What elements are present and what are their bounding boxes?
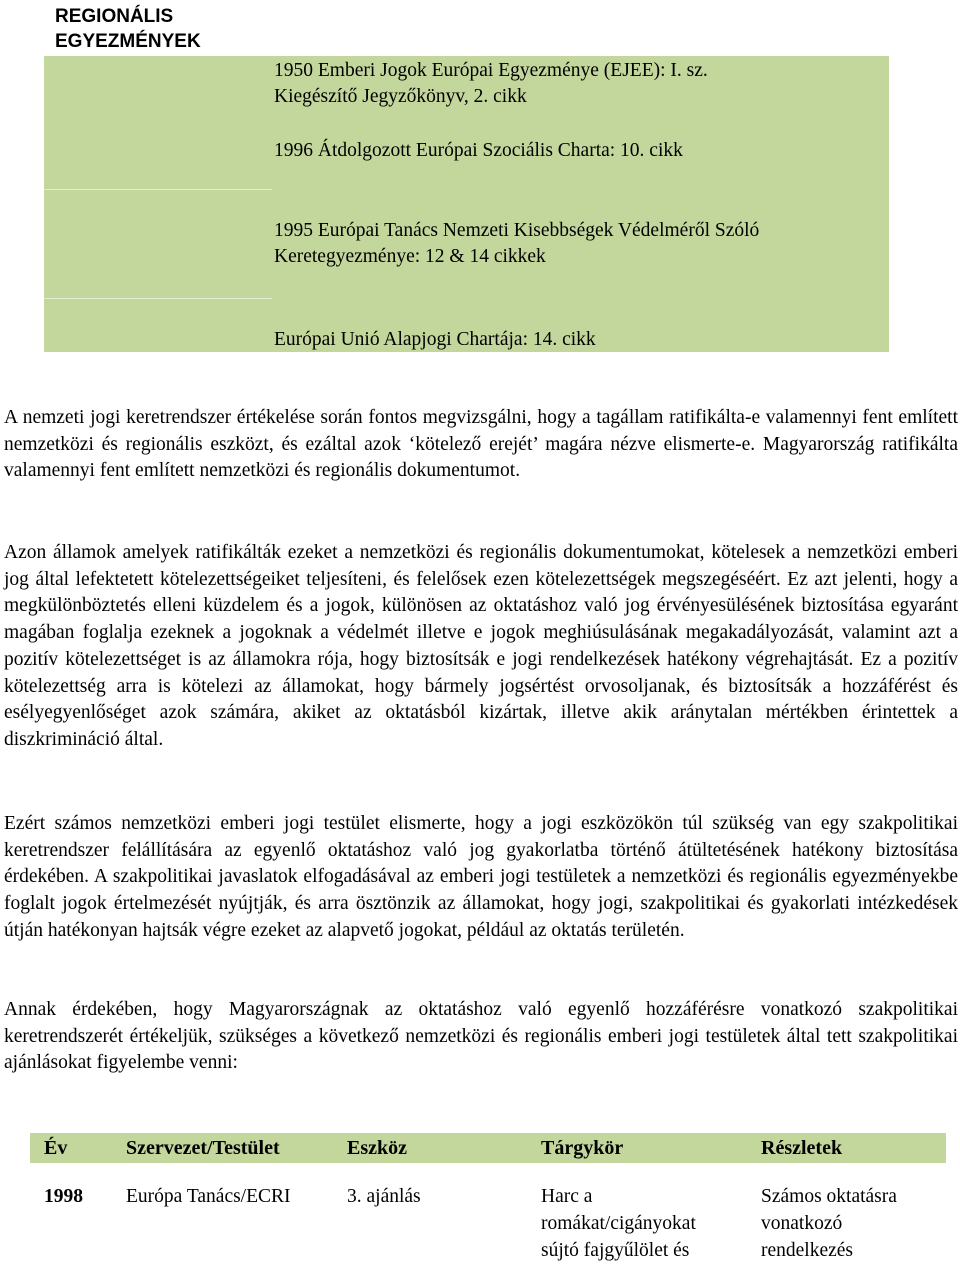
treaty-item-social-charter [274,138,683,164]
divider [44,189,272,190]
treaty-line: 1996 Átdolgozott Európai Szociális Charta: 10. cikk [274,140,683,161]
header-organization: Szervezet/Testület [126,1136,280,1159]
treaty-item-minorities-convention [274,218,759,270]
treaty-line: Európai Unió Alapjogi Chartája: 14. cikk [274,329,596,350]
treaty-line: Keretegyezménye: 12 & 14 cikkek [274,246,546,267]
regional-treaties-box [44,56,889,352]
paragraph-recommendations-intro: Annak érdekében, hogy Magyarországnak az oktatáshoz való egyenlő hozzáférésre vonatkozó szakpolitikai keretrendszerét értékeljük, szükséges a következő nemzetközi és regionális emberi jogi testületek által tett szakpolitikai ajánlásokat figyelembe venni: [4,999,958,1074]
cell-topic [541,1183,761,1264]
section-heading-line-2: EGYEZMÉNYEK [55,31,201,52]
cell-instrument: 3. ajánlás [347,1186,421,1207]
section-heading-line-1: REGIONÁLIS [55,6,174,27]
treaty-item-eu-charter [274,327,596,353]
cell-topic-line: sújtó fajgyűlölet és [541,1240,690,1261]
cell-details-line: Számos oktatásra [761,1186,897,1207]
table-header-row [30,1133,946,1163]
header-topic: Tárgykör [541,1136,624,1159]
section-heading [55,4,201,54]
cell-details-line: rendelkezés [761,1240,854,1261]
table-row [30,1183,946,1264]
table-spacer [30,1163,946,1183]
cell-topic-line: romákat/cigányokat [541,1213,696,1234]
cell-year: 1998 [44,1186,83,1207]
cell-topic-line: Harc a [541,1186,593,1207]
recommendations-table [30,1133,946,1264]
cell-organization: Európa Tanács/ECRI [126,1186,291,1207]
paragraph-ratification: A nemzeti jogi keretrendszer értékelése során fontos megvizsgálni, hogy a tagállam ratifikálta-e valamennyi fent említett nemzetközi és regionális eszközt, és ezáltal azok ‘kötelező erejét’ magára nézve elismerte-e. Magyarország ratifikálta valamennyi fent említett nemzetközi és regionális dokumentumot. [4,407,958,482]
treaty-line: 1995 Európai Tanács Nemzeti Kisebbségek Védelméről Szóló [274,220,760,241]
paragraph-state-obligations: Azon államok amelyek ratifikálták ezeket a nemzetközi és regionális dokumentumokat, kötelesek a nemzetközi emberi jog által lefektetett kötelezettségeiket teljesíteni, és felelősek ezen kötelezettségek megszegéséért. Ez azt jelenti, hogy a megkülönböztetés elleni küzdelem és a jogok, különösen az oktatáshoz való jog érvényesülésének biztosítása egyaránt magában foglalja ezeknek a jogoknak a védelmét illetve e jogok meghiúsulásának megakadályozását, valamint azt a pozitív kötelezettséget is az államokra rója, hogy biztosítsák e jogi rendelkezések hatékony végrehajtását. Ez a pozitív kötelezettség arra is kötelezi az államokat, hogy bármely jogsértést orvosoljanak, és biztosítsák a hozzáférést és esélyegyenlőséget azok számára, akiket az oktatásból kizártak, illetve akik aránytalan mértékben érintettek a diszkrimináció által. [4,542,958,750]
cell-details-line: vonatkozó [761,1213,843,1234]
paragraph-policy-framework: Ezért számos nemzetközi emberi jogi testület elismerte, hogy a jogi eszközökön túl szükség van egy szakpolitikai keretrendszer felállítására az egyenlő oktatáshoz való jog gyakorlatba történő átültetésének hatékony biztosítása érdekében. A szakpolitikai javaslatok elfogadásával az emberi jogi testületek a nemzetközi és regionális egyezményekbe foglalt jogok értelmezését nyújtják, és arra ösztönzik az államokat, hogy jogi, szakpolitikai és gyakorlati intézkedések útján hatékonyan hajtsák végre ezeket az alapvető jogokat, például az oktatás területén. [4,813,958,941]
header-details: Részletek [761,1136,843,1159]
treaty-item-ejee [274,58,708,110]
treaty-line: 1950 Emberi Jogok Európai Egyezménye (EJEE): I. sz. [274,60,708,81]
header-instrument: Eszköz [347,1136,407,1159]
header-year: Év [44,1136,68,1159]
treaty-line: Kiegészítő Jegyzőkönyv, 2. cikk [274,86,527,107]
cell-details [761,1183,946,1264]
divider [44,298,272,299]
